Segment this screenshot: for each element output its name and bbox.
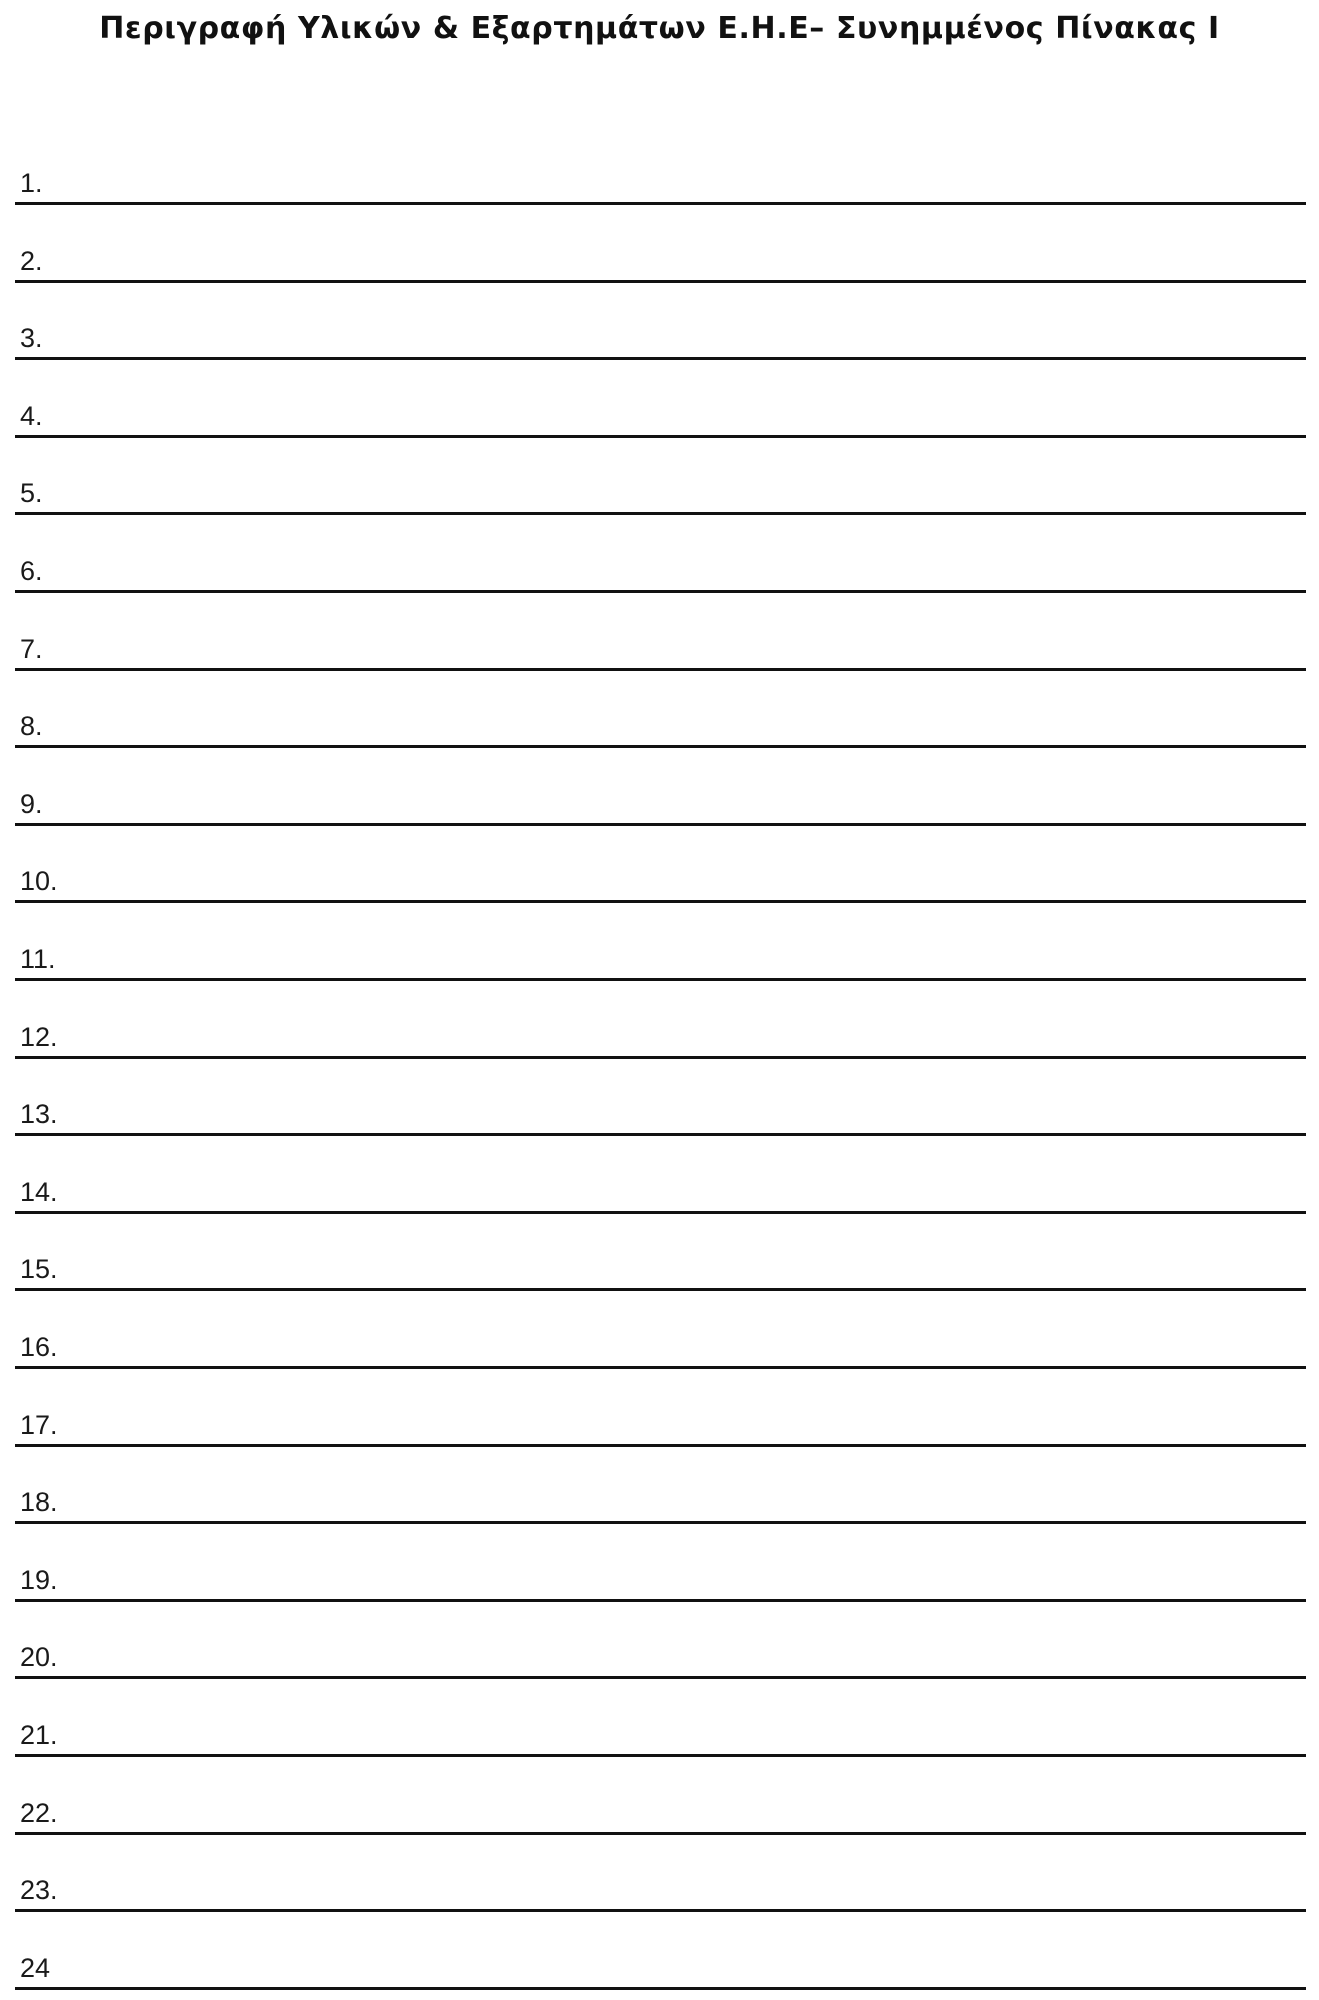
- line-number: 23.: [20, 1875, 58, 1906]
- entry-line[interactable]: [15, 1319, 1306, 1369]
- line-number: 17.: [20, 1409, 58, 1440]
- line-number: 11.: [20, 944, 56, 974]
- entry-line[interactable]: [15, 1940, 1306, 1990]
- line-number: 10.: [20, 866, 58, 897]
- entry-line[interactable]: [15, 465, 1306, 515]
- line-number: 2.: [20, 245, 43, 276]
- entry-line[interactable]: [15, 1785, 1306, 1835]
- entry-line[interactable]: [15, 853, 1306, 903]
- entry-line[interactable]: [15, 698, 1306, 748]
- entry-line[interactable]: [15, 1474, 1306, 1524]
- line-number: 3.: [20, 323, 43, 354]
- entry-line[interactable]: [15, 388, 1306, 438]
- entry-line[interactable]: [15, 1241, 1306, 1291]
- line-number: 19.: [20, 1564, 58, 1595]
- line-number: 16.: [20, 1332, 58, 1362]
- line-number: 5.: [20, 478, 43, 509]
- entry-line[interactable]: [15, 621, 1306, 671]
- line-number: 4.: [20, 400, 43, 431]
- line-number: 14.: [20, 1176, 58, 1207]
- line-number: 15.: [20, 1254, 58, 1285]
- entry-line[interactable]: [15, 1552, 1306, 1602]
- line-number: 20.: [20, 1642, 58, 1673]
- entry-line[interactable]: [15, 233, 1306, 283]
- line-number: 6.: [20, 556, 43, 586]
- entry-line[interactable]: [15, 1862, 1306, 1912]
- line-number: 13.: [20, 1099, 58, 1130]
- line-number: 9.: [20, 788, 43, 819]
- line-number: 7.: [20, 633, 43, 664]
- line-number: 12.: [20, 1021, 58, 1052]
- line-number: 8.: [20, 711, 43, 742]
- entry-line[interactable]: [15, 1086, 1306, 1136]
- entry-line[interactable]: [15, 1397, 1306, 1447]
- line-number: 21.: [20, 1720, 58, 1750]
- line-number: 22.: [20, 1797, 58, 1828]
- entry-line[interactable]: [15, 776, 1306, 826]
- entry-line[interactable]: [15, 931, 1306, 981]
- entry-line[interactable]: [15, 310, 1306, 360]
- entry-line[interactable]: [15, 1164, 1306, 1214]
- page-title: Περιγραφή Υλικών & Εξαρτημάτων Ε.Η.Ε– Συνημμένος Πίνακας Ι: [99, 11, 1220, 46]
- line-number: 1.: [20, 168, 43, 198]
- entry-line[interactable]: [15, 1009, 1306, 1059]
- line-number: 24: [20, 1952, 51, 1983]
- entry-line[interactable]: [15, 155, 1306, 205]
- entry-line[interactable]: [15, 1707, 1306, 1757]
- entry-line[interactable]: [15, 1629, 1306, 1679]
- line-number: 18.: [20, 1487, 58, 1518]
- entry-lines: [15, 0, 1306, 2000]
- entry-line[interactable]: [15, 543, 1306, 593]
